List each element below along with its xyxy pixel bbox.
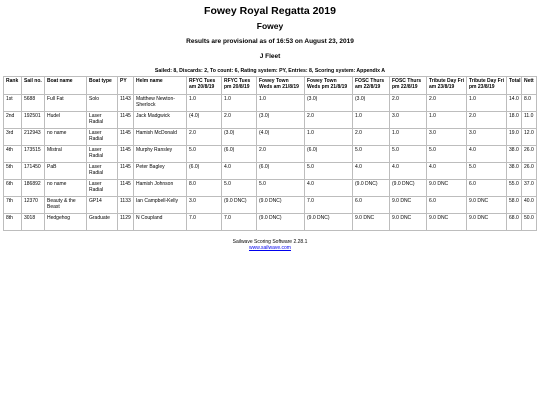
cell-race-5: 1.0 [353,112,390,129]
cell-race-7: 3.0 [427,129,467,146]
cell-rank: 8th [4,214,22,231]
cell-race-3: (3.0) [257,112,305,129]
footer [0,239,540,251]
cell-total: 38.0 [507,146,522,163]
page-title: Fowey Royal Regatta 2019 [204,5,336,17]
cell-race-8: 3.0 [467,129,507,146]
cell-race-3: 1.0 [257,95,305,112]
cell-race-2: 7.0 [222,214,257,231]
cell-total: 58.0 [507,197,522,214]
table-row [4,214,537,231]
cell-race-7: 6.0 [427,197,467,214]
cell-race-6: 9.0 DNC [390,214,427,231]
cell-race-4: 4.0 [305,180,353,197]
cell-race-7: 9.0 DNC [427,180,467,197]
cell-race-3: 2.0 [257,146,305,163]
cell-sail-no: 12370 [22,197,45,214]
cell-rank: 1st [4,95,22,112]
cell-nett: 37.0 [522,180,537,197]
col-header-race-3: Fowey Town Weds am 21/8/19 [257,77,305,95]
cell-boat-type: Laser Radial [87,180,118,197]
cell-race-8: 2.0 [467,112,507,129]
cell-race-4: 2.0 [305,112,353,129]
cell-py: 1145 [118,146,134,163]
cell-race-4: (6.0) [305,146,353,163]
cell-boat-type: Laser Radial [87,129,118,146]
cell-helm-name: N Coupland [134,214,187,231]
cell-boat-name: Hedgehog [45,214,87,231]
cell-race-8: 5.0 [467,163,507,180]
col-header-sail-no: Sail no. [22,77,45,95]
cell-helm-name: Ian Campbell-Kelly [134,197,187,214]
cell-race-3: (4.0) [257,129,305,146]
cell-race-8: 9.0 DNC [467,197,507,214]
col-header-race-6: FOSC Thurs pm 22/8/19 [390,77,427,95]
cell-nett: 26.0 [522,146,537,163]
col-header-race-7: Tribute Day Fri am 23/8/19 [427,77,467,95]
cell-race-8: 1.0 [467,95,507,112]
col-header-py: PY [118,77,134,95]
cell-total: 14.0 [507,95,522,112]
cell-helm-name: Peter Bagley [134,163,187,180]
cell-py: 1129 [118,214,134,231]
cell-sail-no: 212943 [22,129,45,146]
col-header-rank: Rank [4,77,22,95]
software-credit: Sailwave Scoring Software 2.28.1 [232,239,308,245]
cell-race-6: 1.0 [390,129,427,146]
cell-race-4: 7.0 [305,197,353,214]
series-summary: Sailed: 8, Discards: 2, To count: 6, Rating system: PY, Entries: 8, Scoring system: Appendix A [154,68,386,74]
cell-race-5: 6.0 [353,197,390,214]
cell-race-7: 2.0 [427,95,467,112]
results-table [3,76,537,231]
cell-helm-name: Hamish Johnson [134,180,187,197]
table-row [4,112,537,129]
results-body [4,95,537,231]
cell-rank: 2nd [4,112,22,129]
cell-helm-name: Hamish McDonald [134,129,187,146]
cell-race-3: 5.0 [257,180,305,197]
cell-race-4: (9.0 DNC) [305,214,353,231]
cell-race-1: 7.0 [187,214,222,231]
cell-nett: 40.0 [522,197,537,214]
cell-race-1: 3.0 [187,197,222,214]
col-header-race-4: Fowey Town Weds pm 21/8/19 [305,77,353,95]
cell-sail-no: 3018 [22,214,45,231]
cell-boat-type: Laser Radial [87,163,118,180]
cell-boat-name: no name [45,129,87,146]
cell-race-6: 4.0 [390,163,427,180]
col-header-total: Total [507,77,522,95]
cell-boat-type: Laser Radial [87,146,118,163]
cell-boat-type: Laser Radial [87,112,118,129]
cell-race-1: 8.0 [187,180,222,197]
cell-race-1: 2.0 [187,129,222,146]
cell-race-2: 4.0 [222,163,257,180]
cell-rank: 7th [4,197,22,214]
cell-total: 38.0 [507,163,522,180]
col-header-boat-name: Boat name [45,77,87,95]
cell-race-7: 5.0 [427,146,467,163]
cell-sail-no: 5688 [22,95,45,112]
col-header-nett: Nett [522,77,537,95]
cell-race-3: (9.0 DNC) [257,197,305,214]
cell-py: 1145 [118,180,134,197]
cell-race-2: (9.0 DNC) [222,197,257,214]
cell-helm-name: Murphy Ransley [134,146,187,163]
cell-race-5: 2.0 [353,129,390,146]
table-row [4,180,537,197]
cell-race-7: 9.0 DNC [427,214,467,231]
col-header-race-5: FOSC Thurs am 22/8/19 [353,77,390,95]
cell-race-4: 5.0 [305,163,353,180]
cell-race-4: 1.0 [305,129,353,146]
cell-race-1: (6.0) [187,163,222,180]
cell-total: 68.0 [507,214,522,231]
cell-nett: 11.0 [522,112,537,129]
cell-boat-type: Solo [87,95,118,112]
cell-race-6: 9.0 DNC [390,197,427,214]
cell-boat-name: Hudel [45,112,87,129]
cell-boat-name: Beauty & the Beast [45,197,87,214]
cell-rank: 6th [4,180,22,197]
col-header-helm-name: Helm name [134,77,187,95]
cell-race-2: 2.0 [222,112,257,129]
cell-race-6: (9.0 DNC) [390,180,427,197]
cell-nett: 8.0 [522,95,537,112]
cell-race-1: (4.0) [187,112,222,129]
cell-nett: 26.0 [522,163,537,180]
cell-race-6: 2.0 [390,95,427,112]
cell-boat-name: Mistral [45,146,87,163]
cell-race-2: (6.0) [222,146,257,163]
cell-boat-type: GP14 [87,197,118,214]
provisional-notice: Results are provisional as of 16:53 on August 23, 2019 [186,38,354,45]
cell-race-2: (3.0) [222,129,257,146]
col-header-race-1: RFYC Tues am 20/8/19 [187,77,222,95]
cell-nett: 50.0 [522,214,537,231]
cell-rank: 5th [4,163,22,180]
cell-race-5: 9.0 DNC [353,214,390,231]
cell-race-1: 1.0 [187,95,222,112]
cell-race-8: 4.0 [467,146,507,163]
cell-race-5: 5.0 [353,146,390,163]
cell-nett: 12.0 [522,129,537,146]
cell-race-5: (3.0) [353,95,390,112]
table-row [4,197,537,214]
cell-boat-name: no name [45,180,87,197]
cell-sail-no: 192501 [22,112,45,129]
cell-sail-no: 173515 [22,146,45,163]
fleet-name: J Fleet [259,53,281,60]
cell-race-6: 3.0 [390,112,427,129]
cell-race-5: 4.0 [353,163,390,180]
cell-sail-no: 186892 [22,180,45,197]
cell-race-4: (3.0) [305,95,353,112]
cell-boat-name: PaB [45,163,87,180]
col-header-boat-type: Boat type [87,77,118,95]
sailwave-link[interactable]: www.sailwave.com [249,245,291,251]
cell-rank: 3rd [4,129,22,146]
cell-py: 1143 [118,95,134,112]
table-header-row [4,77,537,95]
table-row [4,163,537,180]
cell-helm-name: Matthew Newton-Sherlock [134,95,187,112]
cell-race-3: (9.0 DNC) [257,214,305,231]
cell-race-2: 1.0 [222,95,257,112]
cell-total: 55.0 [507,180,522,197]
cell-race-1: 5.0 [187,146,222,163]
cell-sail-no: 171450 [22,163,45,180]
cell-race-7: 4.0 [427,163,467,180]
col-header-race-8: Tribute Day Fri pm 23/8/19 [467,77,507,95]
cell-py: 1133 [118,197,134,214]
cell-race-5: (9.0 DNC) [353,180,390,197]
cell-py: 1145 [118,163,134,180]
cell-boat-name: Full Fat [45,95,87,112]
table-row [4,129,537,146]
col-header-race-2: RFYC Tues pm 20/8/19 [222,77,257,95]
cell-race-3: (6.0) [257,163,305,180]
table-row [4,146,537,163]
cell-boat-type: Graduate [87,214,118,231]
cell-race-8: 6.0 [467,180,507,197]
cell-race-6: 5.0 [390,146,427,163]
cell-total: 18.0 [507,112,522,129]
cell-helm-name: Jack Madgwick [134,112,187,129]
cell-race-8: 9.0 DNC [467,214,507,231]
table-row [4,95,537,112]
cell-py: 1145 [118,112,134,129]
cell-race-7: 1.0 [427,112,467,129]
club-name: Fowey [256,21,284,31]
cell-rank: 4th [4,146,22,163]
cell-py: 1145 [118,129,134,146]
cell-total: 19.0 [507,129,522,146]
cell-race-2: 5.0 [222,180,257,197]
